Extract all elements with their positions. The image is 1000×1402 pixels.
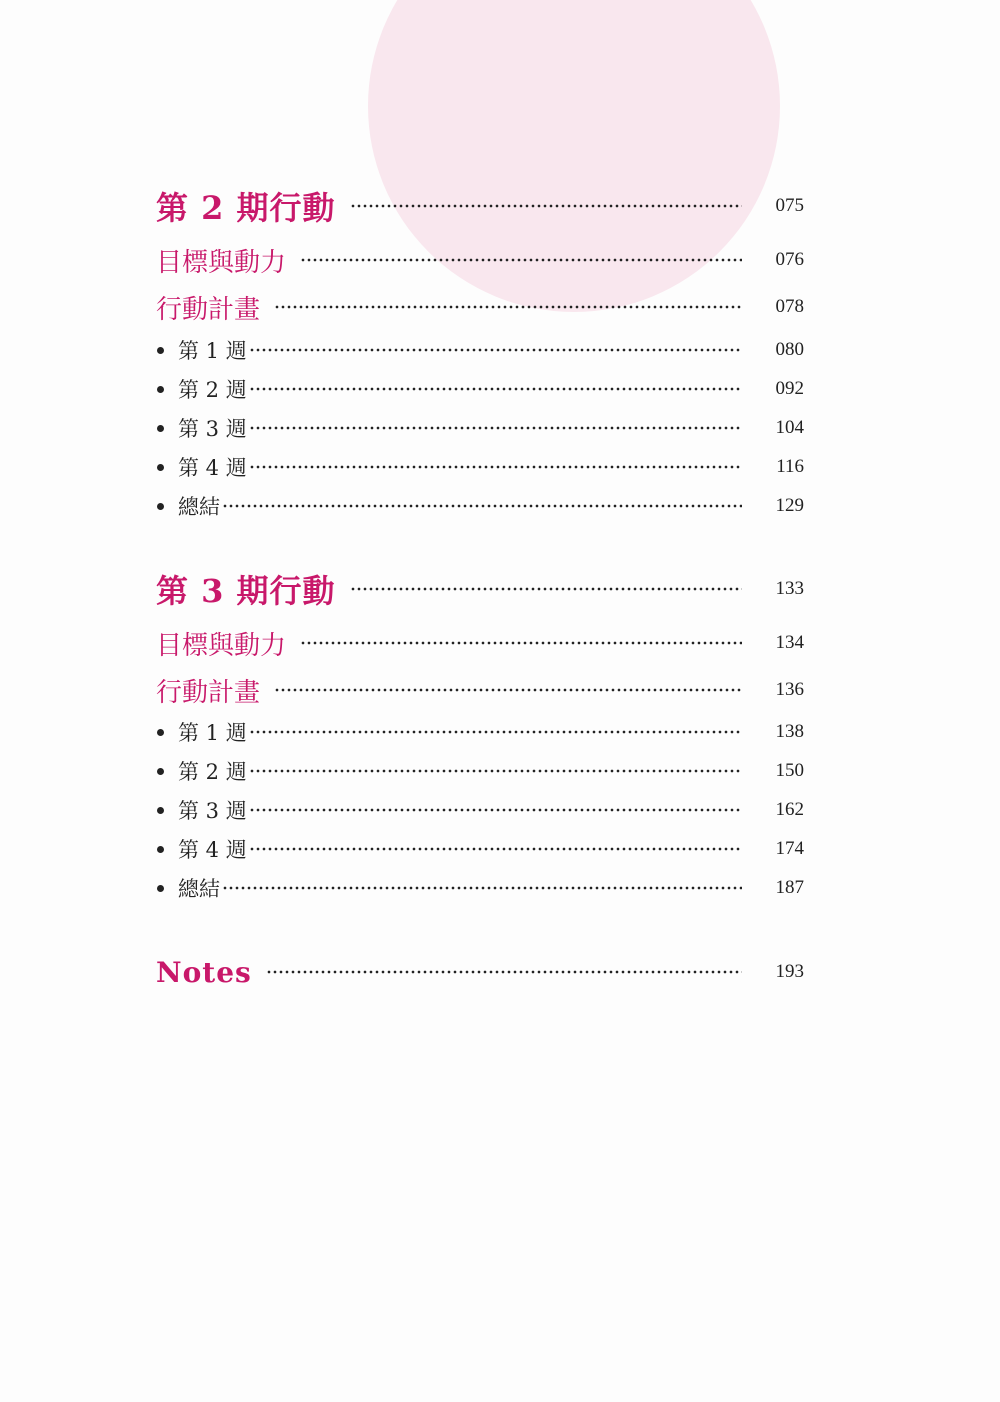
- dot-leader: [249, 426, 742, 430]
- toc-part-2[interactable]: [156, 184, 804, 228]
- notes-title: Notes: [156, 955, 252, 989]
- dot-leader: [274, 305, 742, 309]
- item-label: 第 1 週: [178, 339, 247, 363]
- item-label: 第 4 週: [178, 838, 247, 862]
- dot-leader: [249, 769, 742, 773]
- dot-leader: [222, 886, 742, 890]
- toc-item[interactable]: [156, 374, 804, 404]
- item-label: 第 3 週: [178, 799, 247, 823]
- toc-plan-2[interactable]: [156, 289, 804, 325]
- page-number: 138: [775, 721, 804, 742]
- toc-item[interactable]: [156, 452, 804, 482]
- part-title: 第 2 期行動: [156, 189, 336, 227]
- dot-leader: [274, 688, 742, 692]
- dot-leader: [249, 465, 742, 469]
- dot-leader: [266, 970, 742, 974]
- toc-goals-2[interactable]: [156, 242, 804, 278]
- item-label: 總結: [178, 877, 220, 901]
- dot-leader: [249, 730, 742, 734]
- bullet-icon: [157, 807, 164, 814]
- toc-item[interactable]: [156, 717, 804, 747]
- page-number: 104: [775, 417, 804, 438]
- dot-leader: [249, 348, 742, 352]
- toc-goals-3[interactable]: [156, 625, 804, 661]
- page-number: 136: [775, 679, 804, 700]
- dot-leader: [249, 387, 742, 391]
- page-number: 150: [775, 760, 804, 781]
- page-number: 129: [775, 495, 804, 516]
- toc-item[interactable]: [156, 335, 804, 365]
- page-number: 133: [775, 578, 804, 599]
- bullet-icon: [157, 425, 164, 432]
- page-number: 193: [775, 961, 804, 982]
- page-number: 116: [776, 456, 804, 477]
- toc-notes[interactable]: [156, 952, 804, 992]
- bullet-icon: [157, 464, 164, 471]
- bullet-icon: [157, 503, 164, 510]
- toc-item[interactable]: [156, 491, 804, 521]
- item-label: 第 3 週: [178, 417, 247, 441]
- item-label: 第 2 週: [178, 378, 247, 402]
- toc-item[interactable]: [156, 413, 804, 443]
- page-number: 075: [775, 195, 804, 216]
- subsection-title: 目標與動力: [156, 247, 287, 278]
- page-number: 092: [775, 378, 804, 399]
- subsection-title: 目標與動力: [156, 630, 287, 661]
- toc-plan-3[interactable]: [156, 672, 804, 708]
- subsection-title: 行動計畫: [156, 677, 261, 708]
- toc-item[interactable]: [156, 756, 804, 786]
- bullet-icon: [157, 347, 164, 354]
- bullet-icon: [157, 386, 164, 393]
- dot-leader: [249, 847, 742, 851]
- page-number: 187: [775, 877, 804, 898]
- dot-leader: [249, 808, 742, 812]
- bullet-icon: [157, 768, 164, 775]
- bullet-icon: [157, 729, 164, 736]
- page-number: 078: [775, 296, 804, 317]
- item-label: 總結: [178, 495, 220, 519]
- dot-leader: [350, 204, 742, 208]
- toc-item[interactable]: [156, 834, 804, 864]
- page-number: 134: [775, 632, 804, 653]
- page-number: 162: [775, 799, 804, 820]
- item-label: 第 4 週: [178, 456, 247, 480]
- dot-leader: [350, 587, 742, 591]
- page-number: 076: [775, 249, 804, 270]
- page-number: 080: [775, 339, 804, 360]
- toc-item[interactable]: [156, 873, 804, 903]
- dot-leader: [300, 258, 742, 262]
- item-label: 第 2 週: [178, 760, 247, 784]
- item-label: 第 1 週: [178, 721, 247, 745]
- toc-item[interactable]: [156, 795, 804, 825]
- part-title: 第 3 期行動: [156, 572, 336, 610]
- dot-leader: [222, 504, 742, 508]
- dot-leader: [300, 641, 742, 645]
- toc-part-3[interactable]: [156, 567, 804, 611]
- bullet-icon: [157, 846, 164, 853]
- subsection-title: 行動計畫: [156, 294, 261, 325]
- page-number: 174: [775, 838, 804, 859]
- bullet-icon: [157, 885, 164, 892]
